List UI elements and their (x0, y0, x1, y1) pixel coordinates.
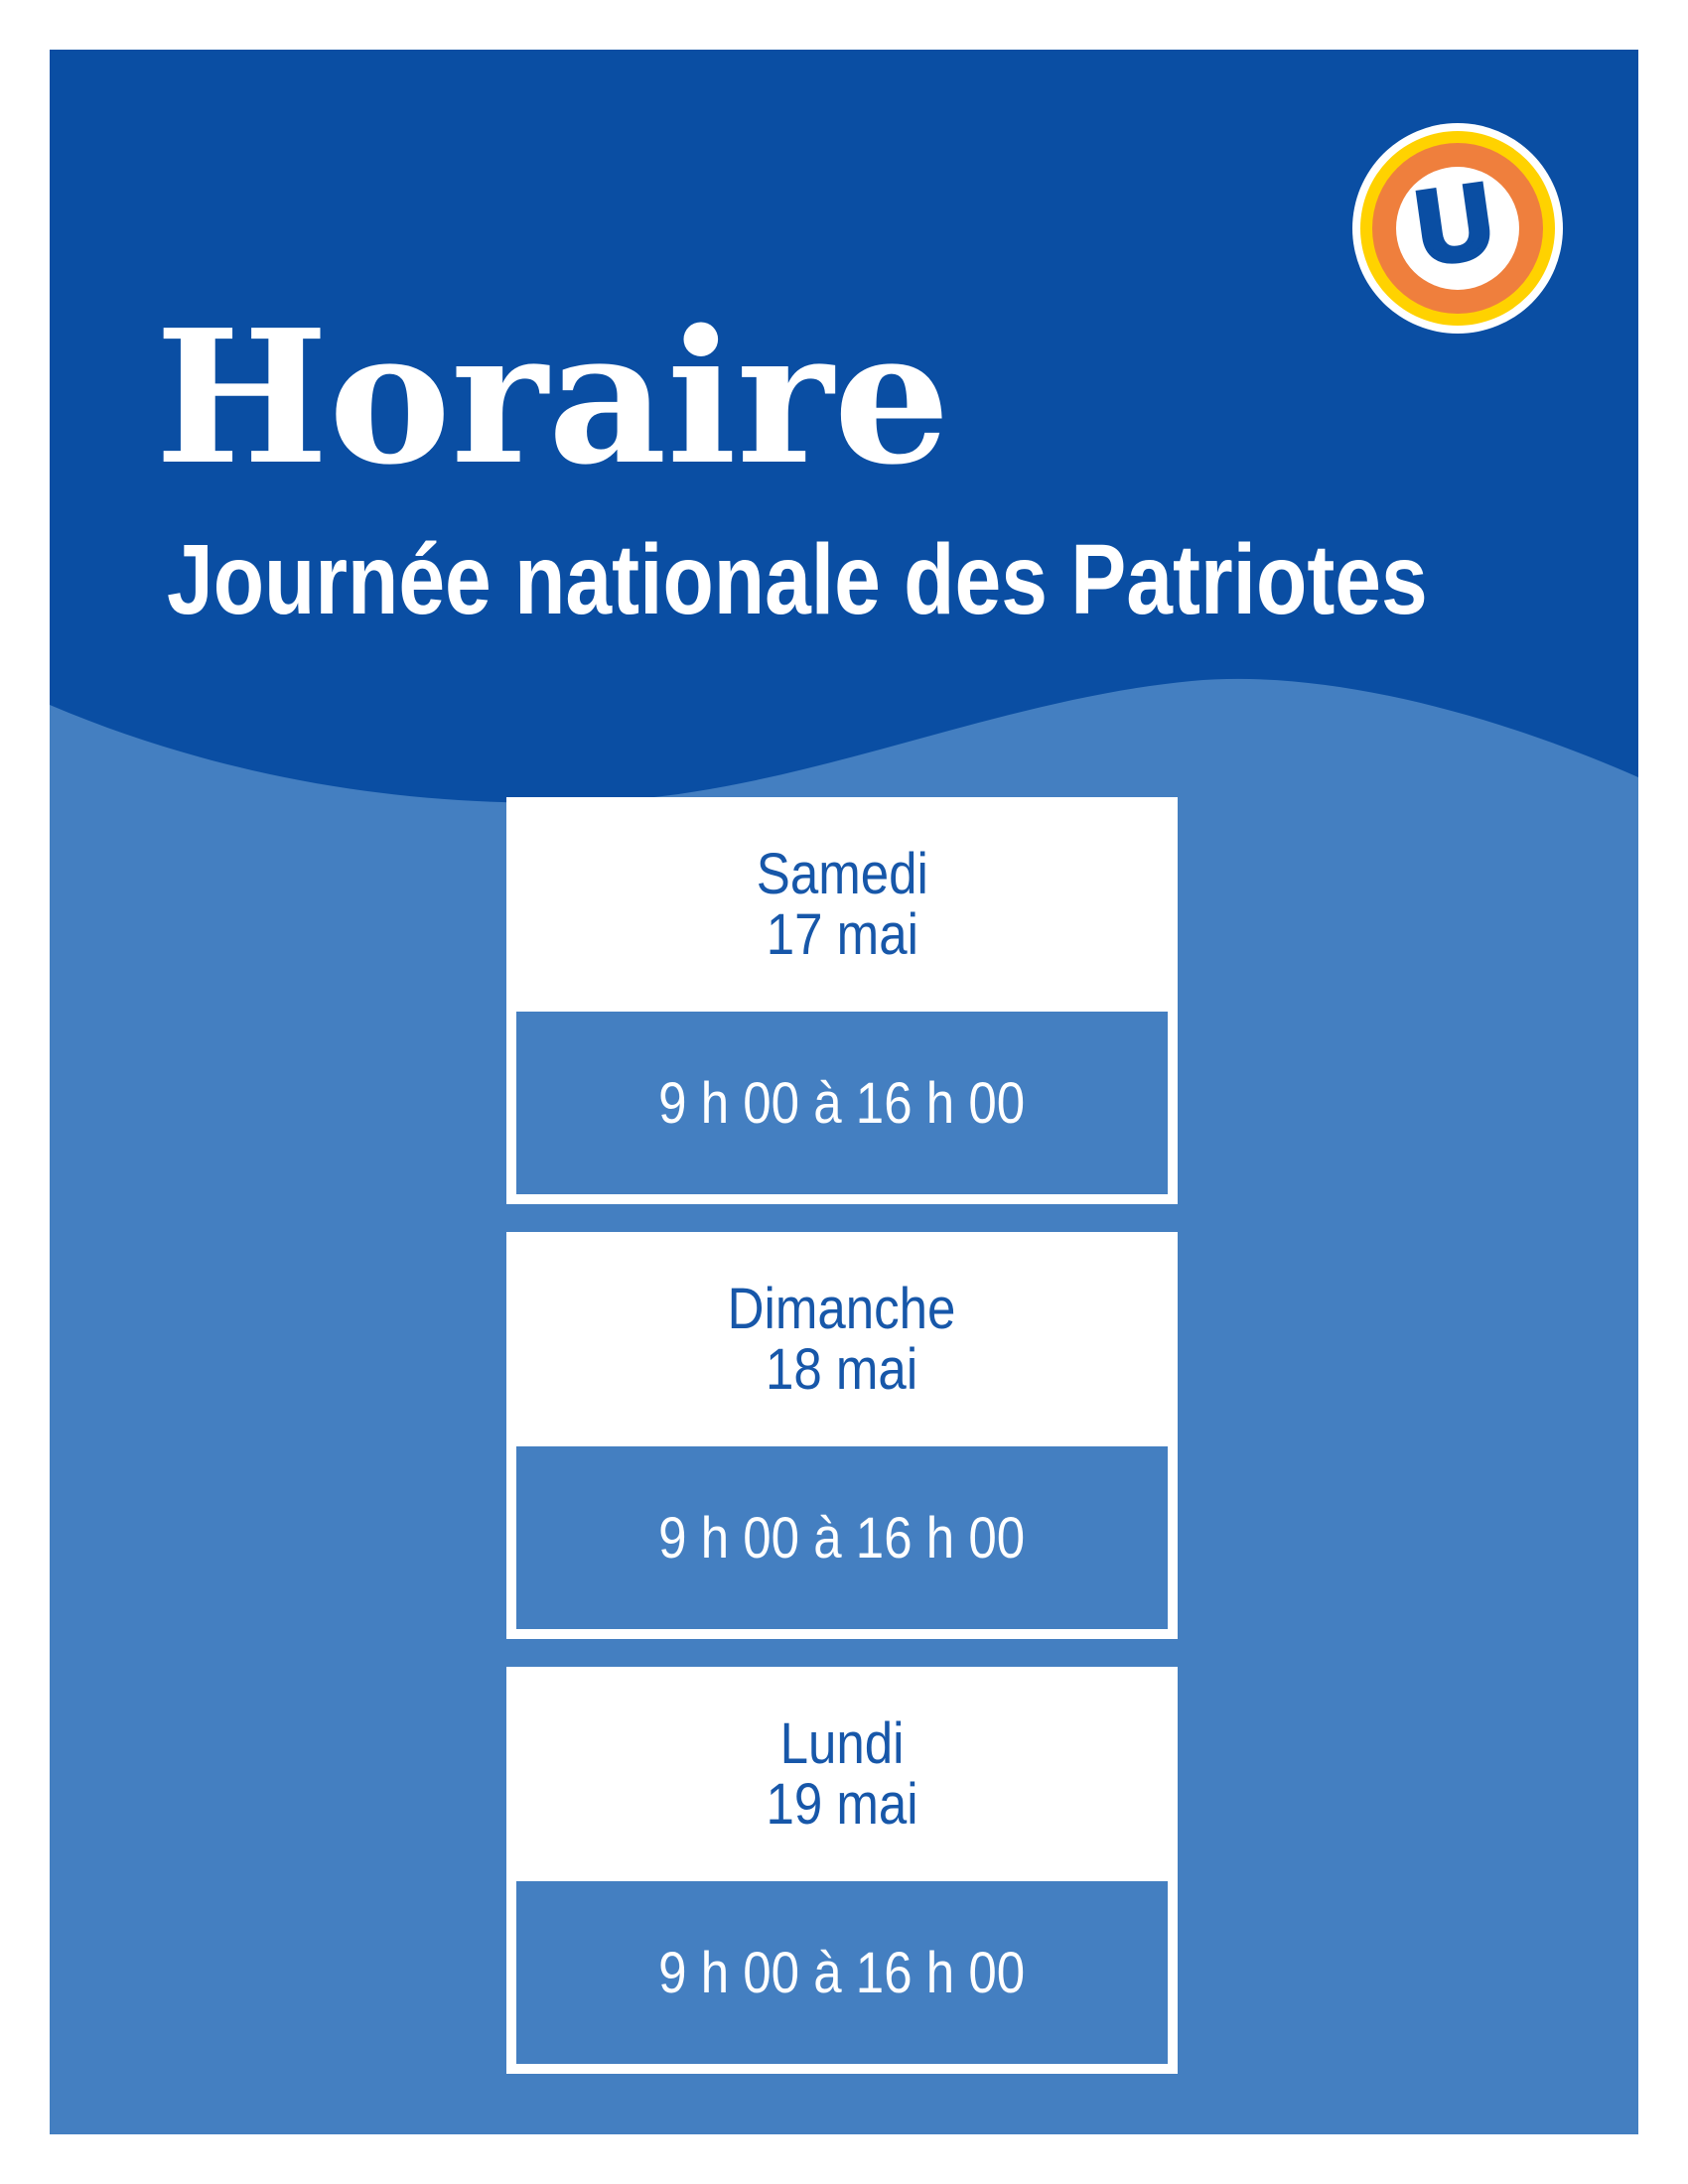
schedule-card (506, 1667, 1178, 2074)
day-label: Samedi (756, 841, 928, 906)
day-label: Dimanche (728, 1276, 956, 1341)
date-label: 18 mai (766, 1337, 918, 1402)
uniprix-logo (1352, 123, 1563, 334)
schedule-card-header (506, 1232, 1178, 1446)
logo-orange-ring (1372, 143, 1543, 314)
date-label: 17 mai (766, 902, 918, 967)
schedule-card (506, 1232, 1178, 1639)
schedule-hours-bar (516, 1012, 1168, 1194)
hours-label: 9 h 00 à 16 h 00 (658, 1505, 1026, 1570)
schedule-hours-bar (516, 1446, 1168, 1629)
schedule-cards (506, 797, 1178, 2074)
page-subtitle: Journée nationale des Patriotes (167, 524, 1428, 635)
schedule-card (506, 797, 1178, 1204)
hours-label: 9 h 00 à 16 h 00 (658, 1070, 1026, 1136)
schedule-card-header (506, 797, 1178, 1012)
day-label: Lundi (779, 1710, 905, 1776)
schedule-hours-bar (516, 1881, 1168, 2064)
poster-content-area (50, 50, 1638, 2134)
page-title: Horaire (155, 289, 950, 505)
schedule-card-header (506, 1667, 1178, 1881)
logo-inner-circle (1396, 162, 1519, 290)
logo-yellow-ring (1360, 131, 1555, 326)
hours-label: 9 h 00 à 16 h 00 (658, 1940, 1026, 2005)
logo-u-letter: U (1410, 162, 1500, 287)
date-label: 19 mai (766, 1772, 918, 1837)
